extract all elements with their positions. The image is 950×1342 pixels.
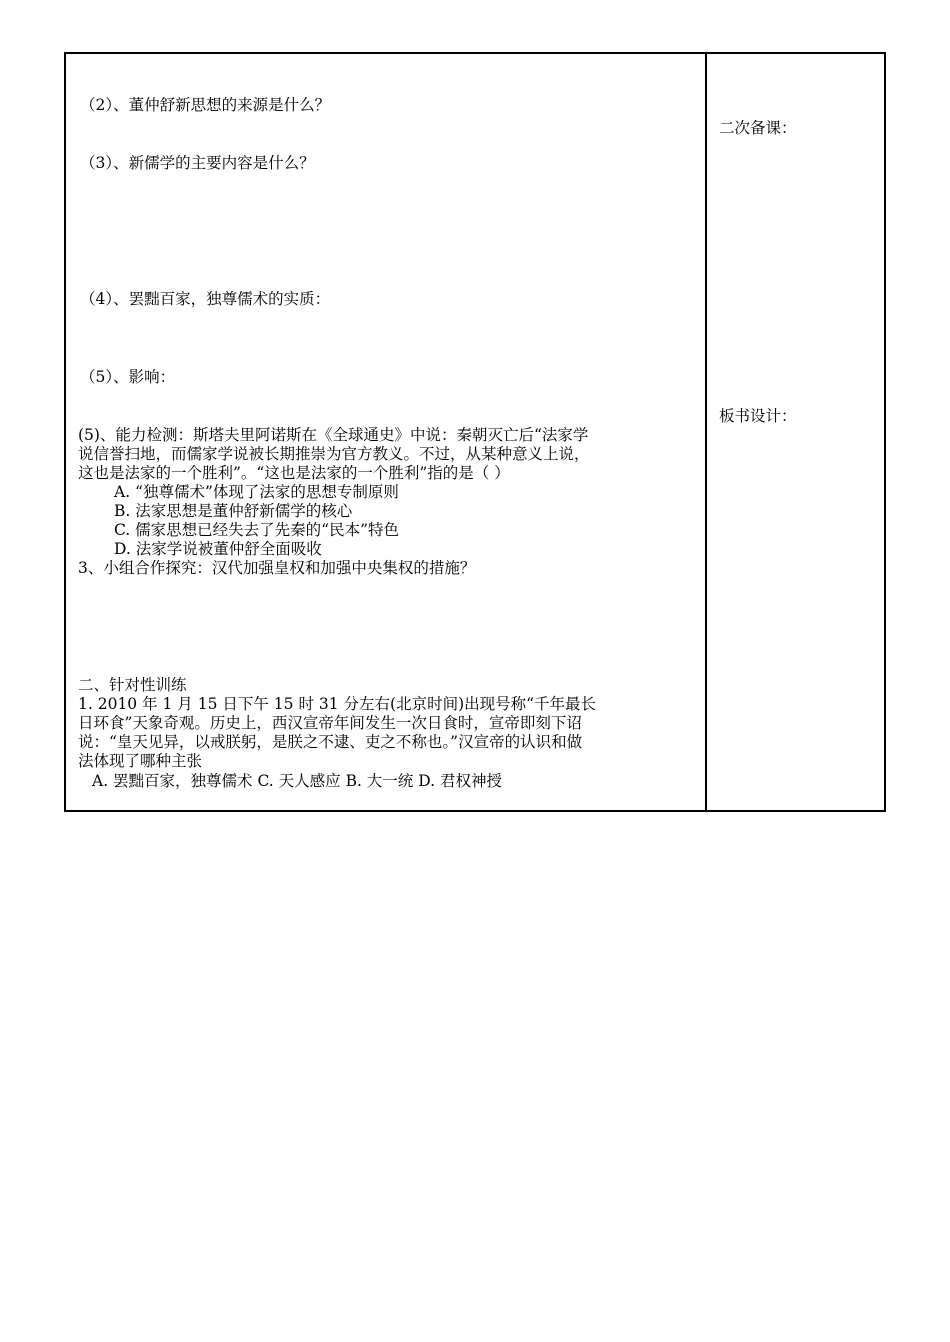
question-4: （4）、罢黜百家，独尊儒术的实质：: [80, 290, 331, 308]
ability-option-d: D. 法家学说被董仲舒全面吸收: [114, 540, 322, 558]
group-inquiry: 3、小组合作探究：汉代加强皇权和加强中央集权的措施？: [78, 559, 476, 577]
second-prep-label: 二次备课：: [719, 119, 797, 137]
exercise-1-line-4: 法体现了哪种主张: [78, 752, 203, 770]
ability-option-a: A. “独尊儒术”体现了法家的思想专制原则: [114, 483, 399, 501]
question-2: （2）、董仲舒新思想的来源是什么？: [80, 96, 331, 114]
main-content-column: [66, 54, 705, 810]
exercise-1-line-2: 日环食”天象奇观。历史上，西汉宣帝年间发生一次日食时，宣帝即刻下诏: [78, 714, 582, 732]
ability-option-b: B. 法家思想是董仲舒新儒学的核心: [114, 502, 353, 520]
ability-check-line-2: 说信誉扫地，而儒家学说被长期推崇为官方教义。不过，从某种意义上说，: [78, 445, 590, 463]
exercise-1-options: A. 罢黜百家，独尊儒术 C. 天人感应 B. 大一统 D. 君权神授: [92, 772, 502, 790]
board-design-label: 板书设计：: [719, 407, 797, 425]
ability-check-line-3: 这也是法家的一个胜利”。“这也是法家的一个胜利”指的是（ ）: [78, 464, 510, 482]
exercise-1-line-3: 说：“皇天见异，以戒朕躬，是朕之不逮、吏之不称也。”汉宣帝的认识和做: [78, 733, 583, 751]
ability-check-line-1: (5)、能力检测：斯塔夫里阿诺斯在《全球通史》中说：秦朝灭亡后“法家学: [78, 426, 589, 444]
question-5: （5）、影响：: [80, 368, 176, 386]
side-notes-column: [707, 54, 884, 810]
ability-option-c: C. 儒家思想已经失去了先秦的“民本”特色: [114, 521, 400, 539]
lesson-plan-table: [64, 52, 886, 812]
question-3: （3）、新儒学的主要内容是什么？: [80, 154, 315, 172]
section-2-title: 二、针对性训练: [78, 676, 187, 694]
exercise-1-line-1: 1. 2010 年 1 月 15 日下午 15 时 31 分左右(北京时间)出现号称“千年最长: [78, 695, 597, 713]
